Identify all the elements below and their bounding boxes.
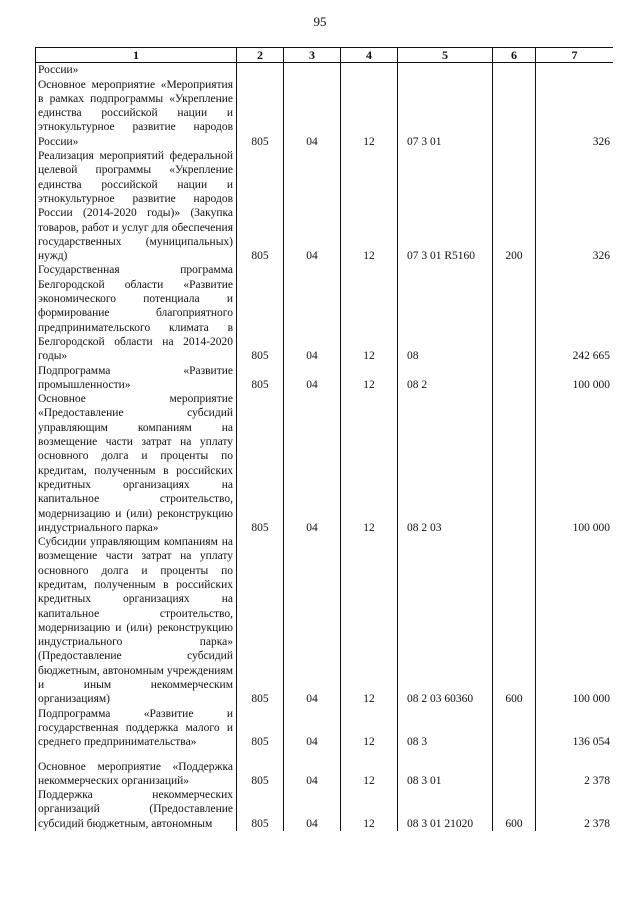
row-expense-type [493,63,536,149]
row-amount: 242 665 [536,263,614,363]
spacer-cell [36,750,237,760]
budget-table [35,47,613,831]
row-expense-type: 600 [493,535,536,707]
row-subsection: 12 [341,535,398,707]
row-name: Реализация мероприятий федеральной целевой программы «Укрепление единства российской нации и этнокультурное развитие народов России (2014-2020 годы)» (Закупка товаров, работ и услуг для обеспечения государственных (муниципальных) нужд) [36,149,237,263]
row-expense-type: 600 [493,788,536,831]
row-name: Поддержка некоммерческих организаций (Предоставление субсидий бюджетным, автономным [36,788,237,831]
row-subsection: 12 [341,760,398,789]
row-subsection: 12 [341,149,398,263]
row-target-article: 08 3 01 21020 [398,788,493,831]
row-amount: 2 378 [536,788,614,831]
spacer-cell [341,750,398,760]
row-name: Основное мероприятие «Предоставление субсидий управляющим компаниям на возмещение части затрат на уплату основного долга и проценты по кредитам, полученным в российских кредитных организациях на капитальное строительство, модернизацию и (или) реконструкцию индустриального парка» [36,392,237,535]
row-amount: 100 000 [536,535,614,707]
row-section: 04 [284,392,341,535]
table-body [36,63,614,831]
row-subsection: 12 [341,263,398,363]
row-target-article: 08 2 03 [398,392,493,535]
row-name: Субсидии управляющим компаниям на возмещение части затрат на уплату основного долга и проценты по кредитам, полученным в российских кредитных организациях на капитальное строительство, модернизацию и (или) реконструкцию индустриального парка» (Предоставление субсидий бюджетным, автономным учреждениям и иным некоммерческим организациям) [36,535,237,707]
header-col-1: 1 [36,48,237,63]
row-grbs: 805 [237,760,284,789]
row-expense-type [493,392,536,535]
row-amount: 2 378 [536,760,614,789]
header-col-6: 6 [493,48,536,63]
table-row [36,364,614,393]
table-row [36,263,614,363]
row-subsection: 12 [341,788,398,831]
row-amount: 100 000 [536,364,614,393]
row-grbs: 805 [237,788,284,831]
row-section: 04 [284,707,341,750]
spacer-cell [493,750,536,760]
table-row [36,535,614,707]
table-row [36,760,614,789]
row-section: 04 [284,788,341,831]
spacer-cell [398,750,493,760]
row-name: России» Основное мероприятие «Мероприятия в рамках подпрограммы «Укрепление единства российской нации и этнокультурное развитие народов России» [36,63,237,149]
table-row [36,392,614,535]
row-target-article: 07 3 01 [398,63,493,149]
row-section: 04 [284,149,341,263]
row-expense-type [493,364,536,393]
row-spacer [36,750,614,760]
row-subsection: 12 [341,364,398,393]
spacer-cell [284,750,341,760]
row-subsection: 12 [341,707,398,750]
row-amount: 136 054 [536,707,614,750]
header-col-5: 5 [398,48,493,63]
row-section: 04 [284,63,341,149]
table-row [36,707,614,750]
row-expense-type [493,263,536,363]
row-expense-type [493,760,536,789]
row-name: Подпрограмма «Развитие промышленности» [36,364,237,393]
row-grbs: 805 [237,535,284,707]
row-target-article: 08 3 01 [398,760,493,789]
header-col-2: 2 [237,48,284,63]
table-row [36,788,614,831]
row-grbs: 805 [237,364,284,393]
row-target-article: 08 2 03 60360 [398,535,493,707]
row-section: 04 [284,263,341,363]
spacer-cell [237,750,284,760]
row-name: Государственная программа Белгородской области «Развитие экономического потенциала и формирование благоприятного предпринимательского климата в Белгородской области на 2014-2020 годы» [36,263,237,363]
row-name: Подпрограмма «Развитие и государственная поддержка малого и среднего предпринимательства» [36,707,237,750]
row-expense-type [493,707,536,750]
budget-table-container [35,47,613,847]
row-amount: 326 [536,149,614,263]
header-col-4: 4 [341,48,398,63]
row-amount: 326 [536,63,614,149]
row-target-article: 08 3 [398,707,493,750]
row-grbs: 805 [237,707,284,750]
table-row [36,149,614,263]
row-section: 04 [284,535,341,707]
row-target-article: 08 2 [398,364,493,393]
row-target-article: 07 3 01 R5160 [398,149,493,263]
table-row [36,63,614,149]
header-col-3: 3 [284,48,341,63]
page-number: 95 [313,14,327,29]
row-amount: 100 000 [536,392,614,535]
row-name: Основное мероприятие «Поддержка некоммерческих организаций» [36,760,237,789]
row-grbs: 805 [237,392,284,535]
row-subsection: 12 [341,392,398,535]
header-col-7: 7 [536,48,614,63]
row-section: 04 [284,760,341,789]
row-grbs: 805 [237,263,284,363]
row-subsection: 12 [341,63,398,149]
row-section: 04 [284,364,341,393]
row-grbs: 805 [237,63,284,149]
row-target-article: 08 [398,263,493,363]
header-row [36,48,614,63]
row-grbs: 805 [237,149,284,263]
row-expense-type: 200 [493,149,536,263]
spacer-cell [536,750,614,760]
